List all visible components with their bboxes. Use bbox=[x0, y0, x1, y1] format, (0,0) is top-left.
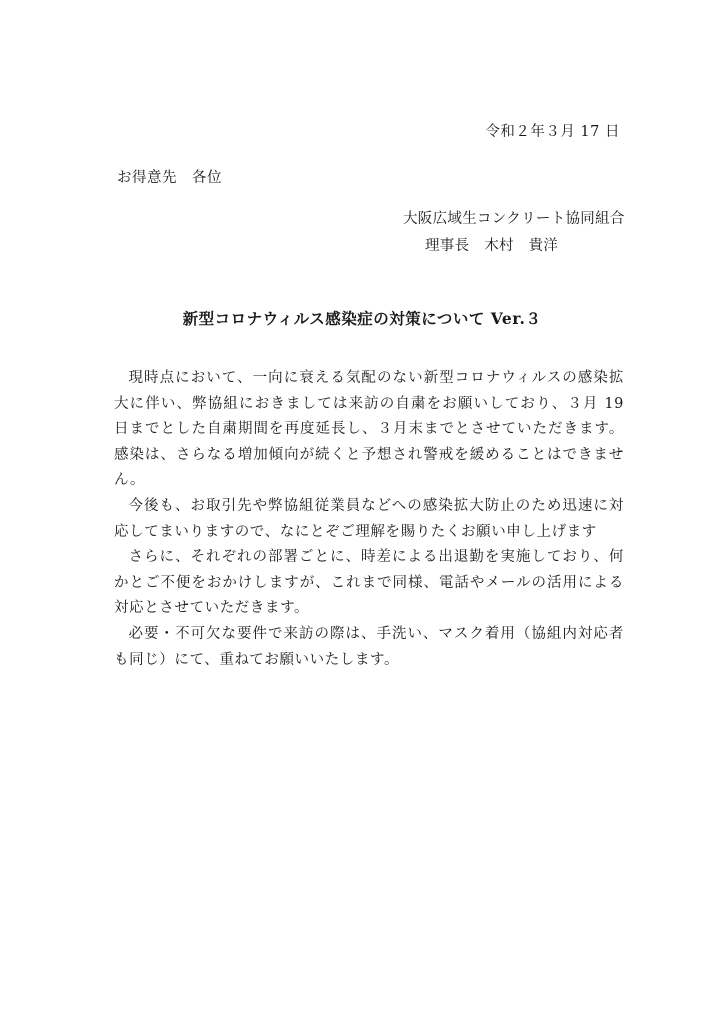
body-paragraph-1: 現時点において、一向に衰える気配のない新型コロナウィルスの感染拡大に伴い、弊協組におきましては来訪の自粛をお願いしており、３月 19 日までとした自粛期間を再度延長し、３月末までとさせていただきます。感染は、さらなる増加傾向が続くと予想され警戒を緩めることはできません。 bbox=[114, 370, 624, 489]
recipient-line: お得意先 各位 bbox=[117, 170, 222, 186]
document-date: 令和２年３月 17 日 bbox=[485, 124, 620, 140]
sender-organization: 大阪広域生コンクリート協同組合 bbox=[403, 211, 625, 227]
body-paragraph-4: 必要・不可欠な要件で来訪の際は、手洗い、マスク着用（協組内対応者も同じ）にて、重ねてお願いいたします。 bbox=[114, 625, 624, 668]
document-title: 新型コロナウィルス感染症の対策について Ver.３ bbox=[182, 309, 542, 328]
body-paragraph-2: 今後も、お取引先や弊協組従業員などへの感染拡大防止のため迅速に対応してまいりますので、なにとぞご理解を賜りたくお願い申し上げます bbox=[114, 497, 624, 540]
document-body bbox=[114, 366, 624, 673]
sender-block bbox=[403, 206, 625, 260]
sender-representative: 理事長 木村 貴洋 bbox=[425, 238, 559, 254]
body-paragraph-3: さらに、それぞれの部署ごとに、時差による出退勤を実施しており、何かとご不便をおかけしますが、これまで同様、電話やメールの活用による対応とさせていただきます。 bbox=[114, 549, 624, 617]
